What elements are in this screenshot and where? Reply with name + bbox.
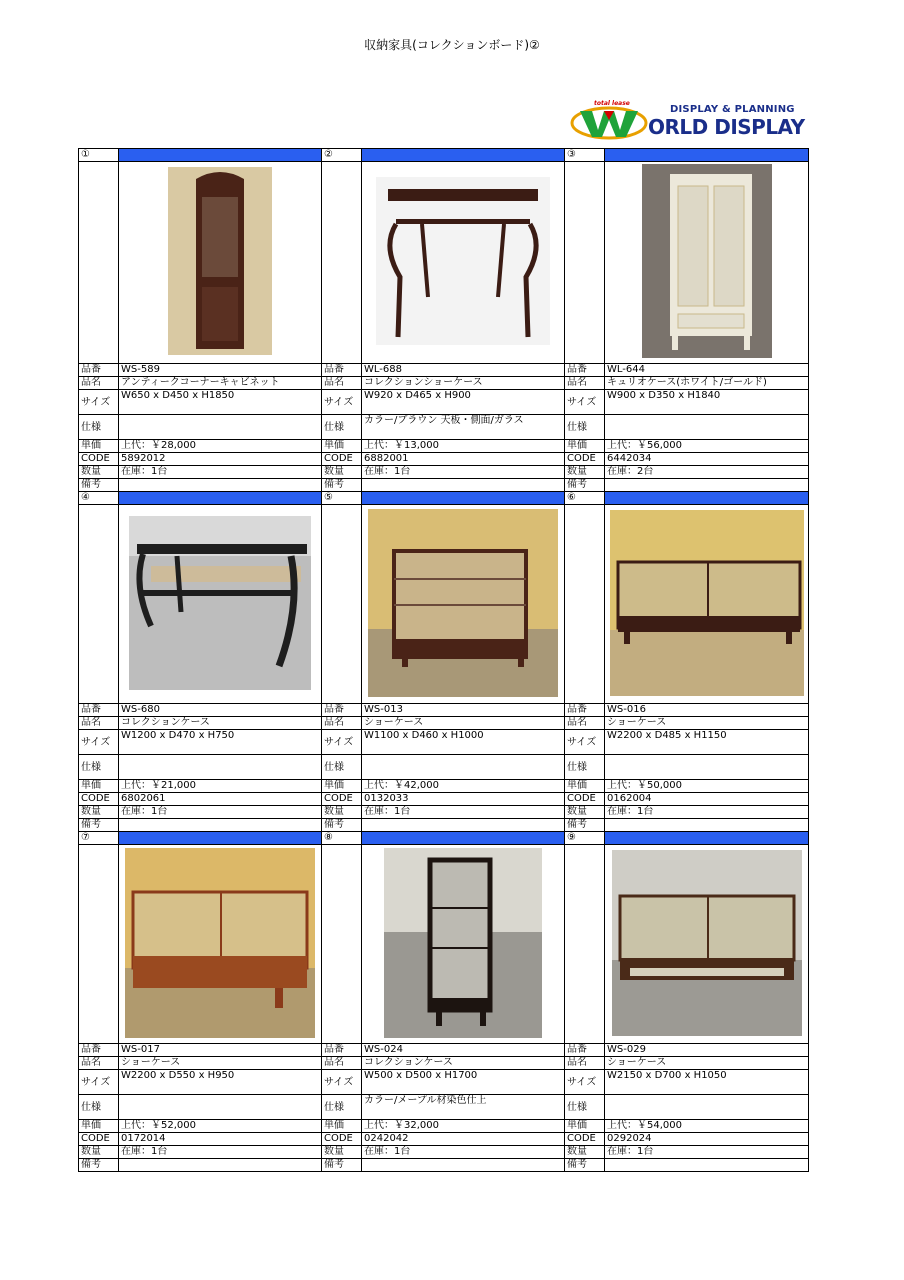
value-size: W900 x D350 x H1840: [605, 390, 809, 415]
label-size: サイズ: [79, 1070, 119, 1095]
value-note: [362, 819, 565, 832]
label-spec: 仕様: [565, 415, 605, 440]
value-note: [119, 479, 322, 492]
value-code2: 6882001: [362, 453, 565, 466]
value-code: WS-017: [119, 1044, 322, 1057]
label-name: 品名: [565, 1057, 605, 1070]
value-note: [119, 1159, 322, 1172]
furniture-photo-icon: [384, 848, 542, 1038]
item-photo-cell: [362, 505, 565, 704]
image-label-cell: [322, 505, 362, 704]
value-name: ショーケース: [605, 1057, 809, 1070]
value-name: コレクションケース: [119, 717, 322, 730]
item-header-bar: [362, 492, 565, 505]
item-header-row: [79, 149, 809, 162]
value-size: W2150 x D700 x H1050: [605, 1070, 809, 1095]
value-size: W920 x D465 x H900: [362, 390, 565, 415]
value-size: W1200 x D470 x H750: [119, 730, 322, 755]
label-qty: 数量: [322, 1146, 362, 1159]
item-photo-cell: [119, 505, 322, 704]
label-spec: 仕様: [322, 415, 362, 440]
label-name: 品名: [565, 717, 605, 730]
value-code: WS-029: [605, 1044, 809, 1057]
value-code2: 0292024: [605, 1133, 809, 1146]
item-name-row: [79, 377, 809, 390]
item-photo-cell: [119, 162, 322, 364]
item-code2-row: [79, 793, 809, 806]
label-note: 備考: [565, 819, 605, 832]
item-number: ①: [79, 149, 119, 162]
label-price: 単価: [565, 440, 605, 453]
item-photo-cell: [605, 845, 809, 1044]
logo-tagline: DISPLAY & PLANNING: [670, 104, 795, 115]
label-code: 品番: [79, 704, 119, 717]
item-note-row: [79, 819, 809, 832]
label-qty: 数量: [322, 466, 362, 479]
item-number: ④: [79, 492, 119, 505]
value-spec: [605, 755, 809, 780]
label-code: 品番: [565, 1044, 605, 1057]
value-qty: 在庫：1台: [362, 806, 565, 819]
image-label-cell: [322, 845, 362, 1044]
furniture-photo-icon: [129, 516, 311, 690]
label-spec: 仕様: [565, 1095, 605, 1120]
label-note: 備考: [565, 1159, 605, 1172]
value-price: 上代：￥42,000: [362, 780, 565, 793]
image-label-cell: [322, 162, 362, 364]
label-size: サイズ: [322, 1070, 362, 1095]
value-size: W2200 x D485 x H1150: [605, 730, 809, 755]
label-qty: 数量: [322, 806, 362, 819]
label-size: サイズ: [565, 390, 605, 415]
value-name: ショーケース: [119, 1057, 322, 1070]
furniture-photo-icon: [642, 164, 772, 358]
item-code-row: [79, 364, 809, 377]
image-label-cell: [79, 845, 119, 1044]
furniture-photo-icon: [125, 848, 315, 1038]
value-note: [362, 1159, 565, 1172]
label-code2: CODE: [322, 453, 362, 466]
value-qty: 在庫：1台: [605, 1146, 809, 1159]
logo-name: ORLD DISPLAY: [648, 115, 805, 139]
label-name: 品名: [79, 377, 119, 390]
item-size-row: [79, 730, 809, 755]
item-size-row: [79, 390, 809, 415]
logo-tagline-small: total lease: [594, 100, 630, 107]
label-code2: CODE: [79, 453, 119, 466]
value-code: WS-680: [119, 704, 322, 717]
image-label-cell: [565, 505, 605, 704]
value-note: [605, 1159, 809, 1172]
item-price-row: [79, 440, 809, 453]
label-price: 単価: [79, 780, 119, 793]
value-price: 上代：￥56,000: [605, 440, 809, 453]
item-code2-row: [79, 453, 809, 466]
label-spec: 仕様: [79, 415, 119, 440]
label-price: 単価: [79, 1120, 119, 1133]
value-qty: 在庫：1台: [605, 806, 809, 819]
value-size: W650 x D450 x H1850: [119, 390, 322, 415]
item-photo-cell: [362, 162, 565, 364]
value-spec: [362, 755, 565, 780]
furniture-photo-icon: [168, 167, 272, 355]
image-label-cell: [565, 845, 605, 1044]
value-note: [119, 819, 322, 832]
label-code2: CODE: [565, 793, 605, 806]
label-note: 備考: [322, 479, 362, 492]
value-spec: [119, 415, 322, 440]
page-title: 収納家具(コレクションボード)②: [364, 38, 540, 52]
value-name: ショーケース: [605, 717, 809, 730]
item-number: ⑥: [565, 492, 605, 505]
item-image-row: [79, 162, 809, 364]
value-spec: カラー/メープル材染色仕上: [362, 1095, 565, 1120]
label-price: 単価: [565, 1120, 605, 1133]
item-note-row: [79, 1159, 809, 1172]
value-code2: 6442034: [605, 453, 809, 466]
label-qty: 数量: [79, 806, 119, 819]
image-label-cell: [79, 505, 119, 704]
value-spec: カラー/ブラウン 天板・側面/ガラス: [362, 415, 565, 440]
furniture-photo-icon: [612, 850, 802, 1036]
value-qty: 在庫：1台: [119, 1146, 322, 1159]
value-qty: 在庫：2台: [605, 466, 809, 479]
value-price: 上代：￥28,000: [119, 440, 322, 453]
label-code: 品番: [322, 364, 362, 377]
label-code2: CODE: [565, 1133, 605, 1146]
item-header-bar: [605, 149, 809, 162]
item-photo-cell: [119, 845, 322, 1044]
item-qty-row: [79, 806, 809, 819]
item-code-row: [79, 704, 809, 717]
label-price: 単価: [322, 440, 362, 453]
label-name: 品名: [565, 377, 605, 390]
value-code: WL-644: [605, 364, 809, 377]
value-code2: 0172014: [119, 1133, 322, 1146]
item-price-row: [79, 1120, 809, 1133]
item-header-bar: [119, 149, 322, 162]
value-qty: 在庫：1台: [119, 466, 322, 479]
label-spec: 仕様: [565, 755, 605, 780]
value-name: キュリオケース(ホワイト/ゴールド): [605, 377, 809, 390]
value-name: コレクションショーケース: [362, 377, 565, 390]
label-size: サイズ: [565, 730, 605, 755]
value-price: 上代：￥50,000: [605, 780, 809, 793]
label-qty: 数量: [565, 1146, 605, 1159]
item-number: ③: [565, 149, 605, 162]
item-size-row: [79, 1070, 809, 1095]
item-photo-cell: [605, 162, 809, 364]
label-spec: 仕様: [322, 755, 362, 780]
label-spec: 仕様: [79, 1095, 119, 1120]
label-price: 単価: [79, 440, 119, 453]
label-note: 備考: [79, 479, 119, 492]
world-display-logo: [570, 100, 806, 142]
value-size: W2200 x D550 x H950: [119, 1070, 322, 1095]
item-name-row: [79, 717, 809, 730]
value-spec: [119, 755, 322, 780]
item-header-bar: [119, 832, 322, 845]
item-number: ⑦: [79, 832, 119, 845]
label-name: 品名: [322, 717, 362, 730]
value-code2: 0242042: [362, 1133, 565, 1146]
value-spec: [605, 1095, 809, 1120]
value-name: アンティークコーナーキャビネット: [119, 377, 322, 390]
item-number: ②: [322, 149, 362, 162]
value-size: W1100 x D460 x H1000: [362, 730, 565, 755]
value-qty: 在庫：1台: [362, 466, 565, 479]
image-label-cell: [565, 162, 605, 364]
label-note: 備考: [322, 819, 362, 832]
label-code2: CODE: [79, 1133, 119, 1146]
value-name: コレクションケース: [362, 1057, 565, 1070]
item-name-row: [79, 1057, 809, 1070]
value-code: WS-024: [362, 1044, 565, 1057]
label-price: 単価: [565, 780, 605, 793]
label-size: サイズ: [322, 730, 362, 755]
item-qty-row: [79, 466, 809, 479]
label-code: 品番: [79, 1044, 119, 1057]
label-price: 単価: [322, 780, 362, 793]
label-price: 単価: [322, 1120, 362, 1133]
value-code: WS-013: [362, 704, 565, 717]
value-spec: [119, 1095, 322, 1120]
item-qty-row: [79, 1146, 809, 1159]
item-spec-row: [79, 1095, 809, 1120]
w-logo-icon: [570, 106, 648, 140]
item-header-row: [79, 832, 809, 845]
value-qty: 在庫：1台: [119, 806, 322, 819]
value-price: 上代：￥54,000: [605, 1120, 809, 1133]
label-spec: 仕様: [322, 1095, 362, 1120]
label-qty: 数量: [79, 1146, 119, 1159]
value-code2: 0132033: [362, 793, 565, 806]
label-code2: CODE: [79, 793, 119, 806]
label-note: 備考: [79, 1159, 119, 1172]
value-price: 上代：￥21,000: [119, 780, 322, 793]
item-header-bar: [362, 832, 565, 845]
value-size: W500 x D500 x H1700: [362, 1070, 565, 1095]
item-code2-row: [79, 1133, 809, 1146]
value-spec: [605, 415, 809, 440]
value-price: 上代：￥13,000: [362, 440, 565, 453]
item-number: ⑨: [565, 832, 605, 845]
product-grid: [78, 148, 809, 1172]
label-code2: CODE: [322, 793, 362, 806]
item-number: ⑧: [322, 832, 362, 845]
furniture-photo-icon: [368, 509, 558, 697]
label-name: 品名: [79, 717, 119, 730]
item-header-bar: [119, 492, 322, 505]
label-code2: CODE: [565, 453, 605, 466]
item-spec-row: [79, 755, 809, 780]
label-code: 品番: [565, 704, 605, 717]
value-code2: 6802061: [119, 793, 322, 806]
image-label-cell: [79, 162, 119, 364]
value-code2: 0162004: [605, 793, 809, 806]
label-size: サイズ: [565, 1070, 605, 1095]
value-note: [605, 479, 809, 492]
label-code: 品番: [79, 364, 119, 377]
label-code: 品番: [322, 1044, 362, 1057]
value-code: WS-016: [605, 704, 809, 717]
item-header-bar: [605, 492, 809, 505]
value-qty: 在庫：1台: [362, 1146, 565, 1159]
label-code2: CODE: [322, 1133, 362, 1146]
label-note: 備考: [322, 1159, 362, 1172]
label-name: 品名: [79, 1057, 119, 1070]
item-price-row: [79, 780, 809, 793]
value-note: [605, 819, 809, 832]
label-qty: 数量: [565, 806, 605, 819]
item-image-row: [79, 505, 809, 704]
label-spec: 仕様: [79, 755, 119, 780]
label-name: 品名: [322, 1057, 362, 1070]
label-size: サイズ: [79, 390, 119, 415]
label-size: サイズ: [322, 390, 362, 415]
label-code: 品番: [322, 704, 362, 717]
item-number: ⑤: [322, 492, 362, 505]
item-photo-cell: [362, 845, 565, 1044]
label-name: 品名: [322, 377, 362, 390]
label-note: 備考: [79, 819, 119, 832]
value-price: 上代：￥32,000: [362, 1120, 565, 1133]
item-header-bar: [605, 832, 809, 845]
value-price: 上代：￥52,000: [119, 1120, 322, 1133]
value-name: ショーケース: [362, 717, 565, 730]
value-code2: 5892012: [119, 453, 322, 466]
value-note: [362, 479, 565, 492]
label-qty: 数量: [565, 466, 605, 479]
furniture-photo-icon: [376, 177, 550, 345]
item-image-row: [79, 845, 809, 1044]
item-header-bar: [362, 149, 565, 162]
label-size: サイズ: [79, 730, 119, 755]
item-spec-row: [79, 415, 809, 440]
item-photo-cell: [605, 505, 809, 704]
label-note: 備考: [565, 479, 605, 492]
furniture-photo-icon: [610, 510, 804, 696]
label-qty: 数量: [79, 466, 119, 479]
value-code: WS-589: [119, 364, 322, 377]
item-header-row: [79, 492, 809, 505]
label-code: 品番: [565, 364, 605, 377]
item-code-row: [79, 1044, 809, 1057]
value-code: WL-688: [362, 364, 565, 377]
item-note-row: [79, 479, 809, 492]
